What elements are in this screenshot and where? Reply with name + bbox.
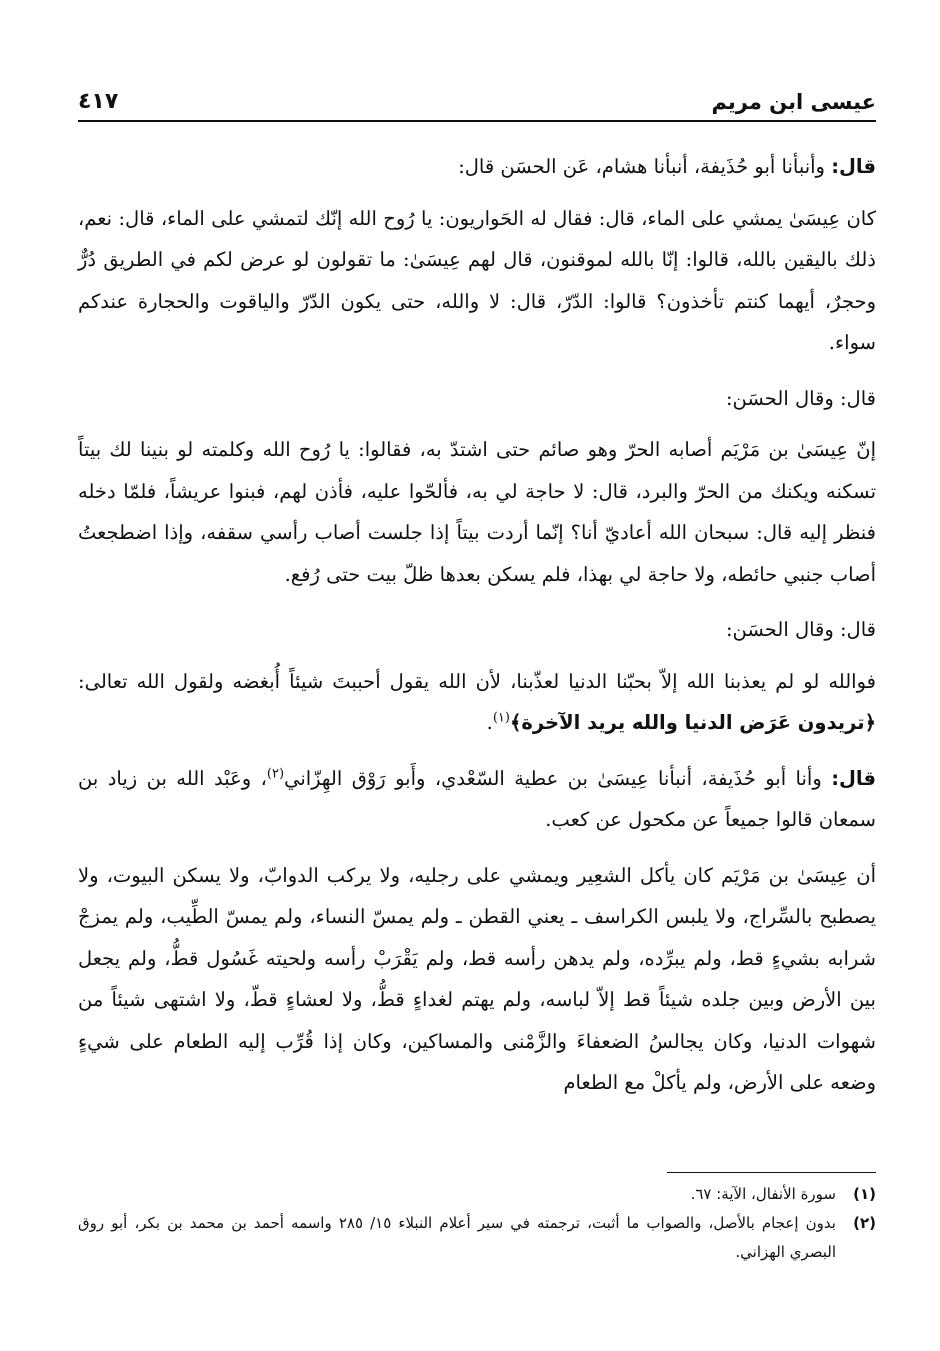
footnote-2 xyxy=(78,1209,876,1267)
page-number: ٤١٧ xyxy=(78,89,119,114)
footnote-1 xyxy=(78,1180,876,1209)
paragraph-text: أن عِيسَىٰ بن مَرْيَم كان يأكل الشعِير ويمشي على رجليه، ولا يركب الدوابّ، ولا يسكن البيوت، ولا يصطبح بالسِّراج، ولا يلبس الكراسف ـ يعني القطن ـ ولم يمسّ النساء، ولم يمسّ الطِّيب، ولم يمزجْ شرابه بشيءٍ قط، ولم يبرِّده، ولم يدهن رأسه قط، ولم يَقْرَبْ رأسه ولحيته غَسُول قطُّ، ولم يجعل بين الأرض وبين جلده شيئاً قط إلاّ لباسه، ولم يهتم لغداءٍ قطُّ، ولا لعشاءٍ قطّ، ولا اشتهى شيئاً من شهوات الدنيا، وكان يجالسُ الضعفاءَ والزَّمْنى والمساكين، وكان إذا قُرِّب إليه الطعام على شيءٍ وضعه على الأرض، ولم يأكلْ مع الطعام xyxy=(78,863,877,1094)
paragraph-text-end: . xyxy=(486,711,493,734)
footnote-marker: (١) xyxy=(853,1185,876,1203)
paragraph-lead: قال: xyxy=(831,766,876,790)
paragraph-isnad-2 xyxy=(78,378,876,420)
running-title: عيسى ابن مريم xyxy=(711,90,876,114)
quran-quote: ﴿تريدون عَرَض الدنيا والله يريد الآخرة﴾ xyxy=(509,711,876,734)
main-text xyxy=(78,146,876,1118)
paragraph-lead: قال: xyxy=(831,155,876,178)
paragraph-text: وأنا أبو حُذَيفة، أنبأنا عِيسَىٰ بن عطية السّعْدي، وأَبو رَوْق الهِزّاني xyxy=(284,766,822,790)
paragraph-text: وأنبأنا أبو حُذَيفة، أنبأنا هشام، عَن الحسَن قال: xyxy=(458,155,825,178)
running-head xyxy=(78,80,876,122)
footnote-divider xyxy=(667,1172,876,1173)
paragraph-text: كان عِيسَىٰ يمشي على الماء، قال: فقال له الحَواريون: يا رُوح الله إنّك لتمشي على الماء، قال: نعم، ذلك باليقين بالله، قالوا: إنّا بالله لموقنون، قال لهم عِيسَىٰ: ما تقولون لو عرض لكم في الطريق دُرٌّ وحجرٌ، أيهما كنتم تأخذون؟ قالوا: الدّرّ، قال: لا والله، حتى يكون الدّرّ والياقوت والحجارة عندكم سواء. xyxy=(78,206,876,354)
footnote-marker: (٢) xyxy=(853,1214,876,1232)
paragraph-isnad-4 xyxy=(78,758,876,841)
footnote-text: سورة الأنفال، الآية: ٦٧. xyxy=(690,1185,836,1203)
paragraph-text: قال: وقال الحسَن: xyxy=(725,386,876,410)
footnotes xyxy=(78,1180,876,1267)
paragraph-text-end: ، وعَبْد الله بن زياد بن سمعان قالوا جميعاً عن مكحول عن كعب. xyxy=(78,766,876,831)
paragraph-text: فوالله لو لم يعذبنا الله إلاّ بحبّنا الدنيا لعذّبنا، لأن الله يقول أحببتَ شيئاً أُبغضه ولقول الله تعالى: xyxy=(78,669,876,693)
paragraph-isnad-1 xyxy=(78,146,876,188)
paragraph-text: إنّ عِيسَىٰ بن مَرْيَم أصابه الحرّ وهو صائم حتى اشتدّ به، فقالوا: يا رُوح الله وكلمته لو بنينا لك بيتاً تسكنه ويكنك من الحرّ والبرد، قال: لا حاجة لي به، فألحّوا عليه، فأذن لهم، فبنوا عريشاً، فلمّا دخله فنظر إليه قال: سبحان الله أعاديّ أنا؟ إنّما أردت بيتاً إذا جلست أصاب رأسي سقفه، وإذا اضطجعتُ أصاب جنبي حائطه، ولا حاجة لي بهذا، فلم يسكن بعدها ظلّ بيت حتى رُفع. xyxy=(78,438,876,586)
paragraph-ascetic-life xyxy=(78,855,876,1104)
paragraph-text: قال: وقال الحسَن: xyxy=(725,618,876,641)
paragraph-walking-on-water xyxy=(78,198,876,364)
footnote-ref-2[interactable]: (٢) xyxy=(266,766,285,781)
paragraph-isnad-3 xyxy=(78,609,876,651)
paragraph-love-of-world xyxy=(78,661,876,744)
footnote-ref-1[interactable]: (١) xyxy=(492,710,510,726)
footnote-text: بدون إعجام بالأصل، والصواب ما أثبت، ترجمته في سير أعلام النبلاء ١٥/ ٢٨٥ واسمه أحمد بن محمد بن بكر، أبو روق البصري الهزاني. xyxy=(78,1214,836,1261)
paragraph-the-house xyxy=(78,429,876,595)
